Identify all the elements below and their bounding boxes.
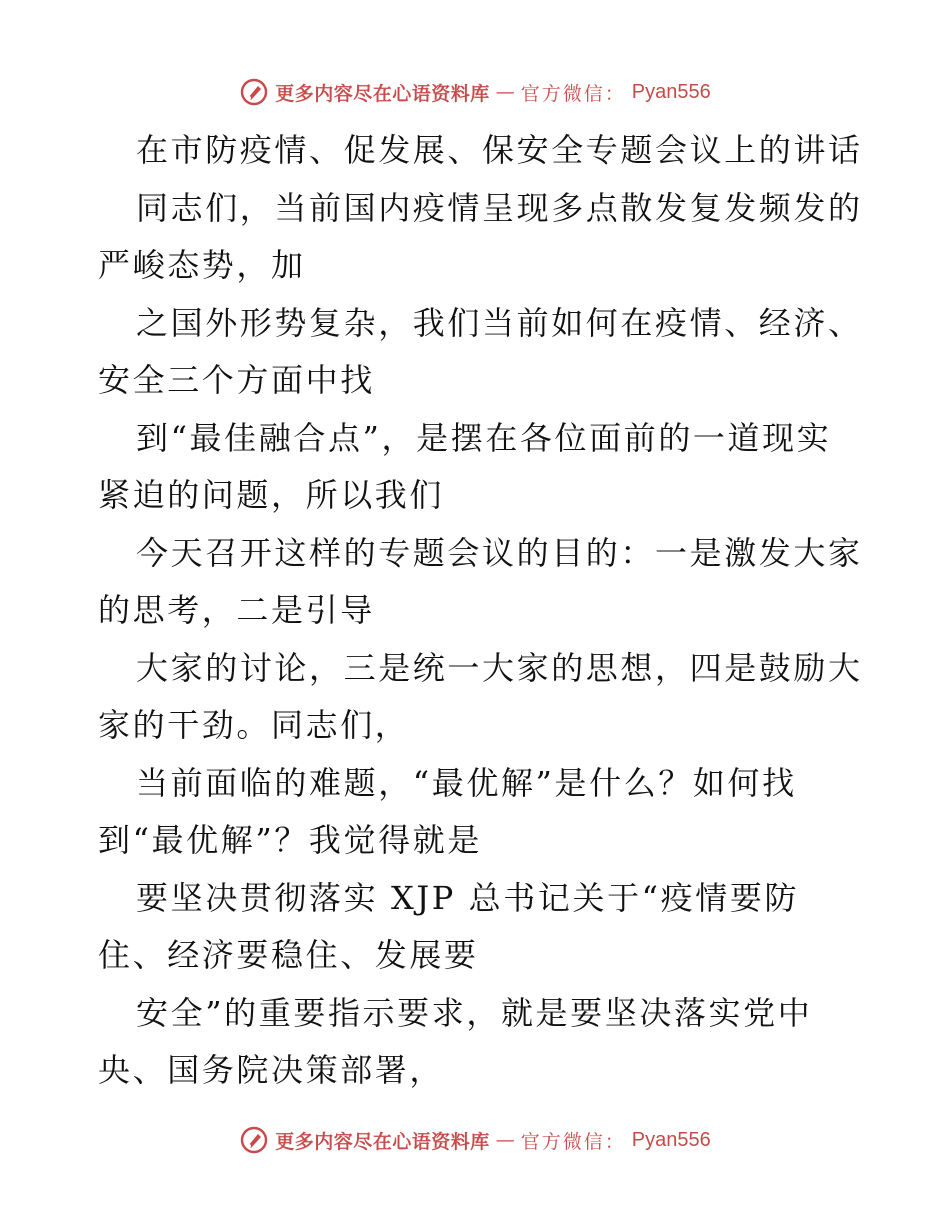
paragraph-line: 严峻态势，加 <box>98 246 306 284</box>
paragraph-line: 到“最优解”？我觉得就是 <box>98 821 482 859</box>
paragraph-line: 安全三个方面中找 <box>98 361 375 399</box>
paragraph-line: 同志们，当前国内疫情呈现多点散发复发频发的 <box>136 188 863 227</box>
watermark-separator: — <box>495 81 515 103</box>
paragraph-line: 大家的讨论，三是统一大家的思想，四是鼓励大 <box>136 648 863 687</box>
paragraph-line: 要坚决贯彻落实 XJP 总书记关于“疫情要防 <box>136 878 800 917</box>
paragraph-line: 之国外形势复杂，我们当前如何在疫情、经济、 <box>136 303 863 342</box>
watermark-official-label: 官方微信： <box>520 1130 626 1153</box>
pen-circle-logo-icon <box>239 77 269 107</box>
paragraph-line: 今天召开这样的专题会议的目的：一是激发大家 <box>136 533 863 572</box>
watermark-official-label: 官方微信： <box>520 82 626 105</box>
watermark-wechat-id: Pyan556 <box>631 1128 711 1151</box>
watermark-wechat-id: Pyan556 <box>631 80 711 103</box>
watermark-text: 更多内容尽在心语资料库 <box>275 82 490 105</box>
paragraph-line: 安全”的重要指示要求，就是要坚决落实党中 <box>136 993 813 1032</box>
pen-circle-logo-icon <box>239 1125 269 1155</box>
paragraph-line: 的思考，二是引导 <box>98 591 375 629</box>
paragraph-line: 住、经济要稳住、发展要 <box>98 936 479 974</box>
footer-watermark <box>0 1120 950 1160</box>
paragraph-line: 到“最佳融合点”，是摆在各位面前的一道现实 <box>136 418 832 457</box>
paragraph-line: 家的干劲。同志们， <box>98 706 410 744</box>
header-watermark <box>0 72 950 112</box>
document-body <box>98 122 863 1100</box>
paragraph-line: 央、国务院决策部署， <box>98 1051 445 1089</box>
watermark-text: 更多内容尽在心语资料库 <box>275 1130 490 1153</box>
watermark-separator: — <box>495 1129 515 1151</box>
paragraph-line: 紧迫的问题，所以我们 <box>98 476 445 514</box>
paragraph-line: 当前面临的难题，“最优解”是什么？如何找 <box>136 763 797 802</box>
document-title: 在市防疫情、促发展、保安全专题会议上的讲话 <box>136 131 863 169</box>
